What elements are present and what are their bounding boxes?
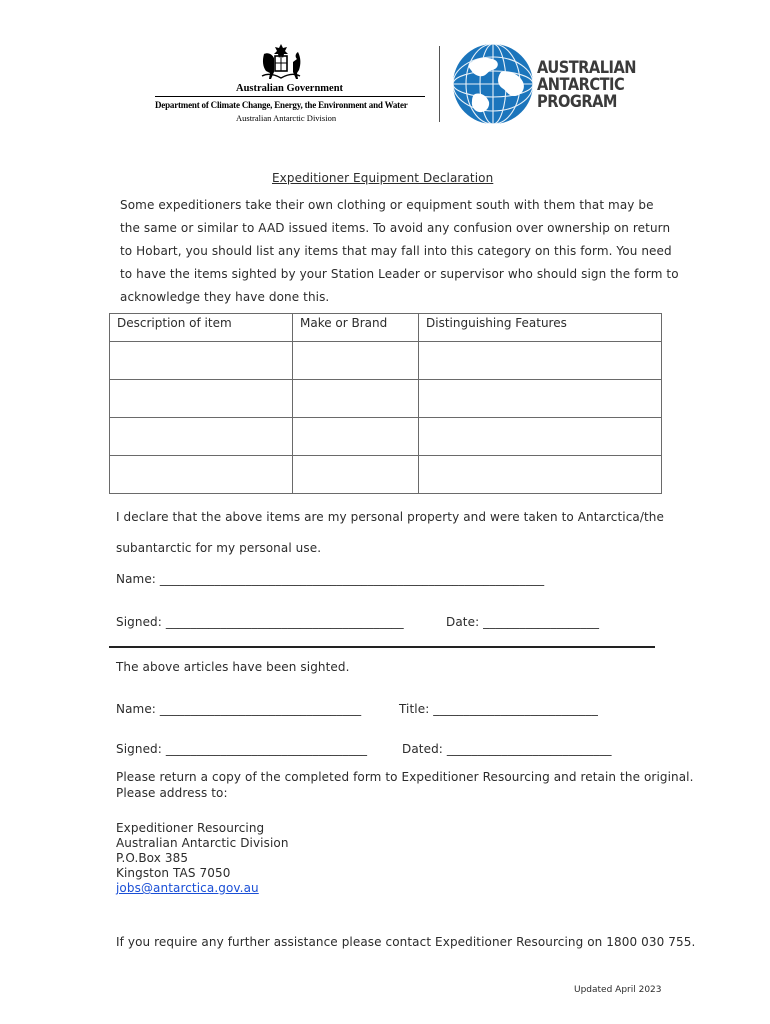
- supervisor-title-label: Title:: [399, 702, 434, 716]
- supervisor-dated-line[interactable]: ___________________________: [446, 742, 612, 756]
- items-table: [109, 313, 662, 494]
- assistance-note: If you require any further assistance please contact Expeditioner Resourcing on 1800 030 755.: [116, 935, 696, 949]
- updated-note: Updated April 2023: [574, 985, 662, 995]
- government-logo: [150, 40, 430, 124]
- department-name: Department of Climate Change, Energy, the Environment and Water: [155, 100, 408, 110]
- date-label: Date:: [446, 615, 484, 629]
- make-cell[interactable]: [293, 418, 419, 456]
- features-cell[interactable]: [419, 342, 662, 380]
- description-cell[interactable]: [110, 418, 293, 456]
- program-name-line1: AUSTRALIAN: [537, 58, 636, 78]
- address-line-3: P.O.Box 385: [116, 851, 189, 865]
- antarctic-program-logo: [451, 42, 641, 126]
- government-divider: [155, 96, 425, 97]
- section-divider: [109, 646, 655, 648]
- supervisor-title-line[interactable]: ___________________________: [433, 702, 598, 716]
- name-line[interactable]: _______________________________________________________________: [159, 572, 545, 586]
- intro-line-4: to have the items sighted by your Station Leader or supervisor who should sign the form to: [120, 267, 679, 281]
- features-cell[interactable]: [419, 418, 662, 456]
- date-field[interactable]: [446, 615, 599, 629]
- signed-field[interactable]: [116, 615, 404, 629]
- features-cell[interactable]: [419, 380, 662, 418]
- features-cell[interactable]: [419, 456, 662, 494]
- supervisor-name-line[interactable]: _________________________________: [159, 702, 362, 716]
- supervisor-dated-label: Dated:: [402, 742, 447, 756]
- column-header-description: Description of item: [110, 314, 293, 342]
- column-header-make: Make or Brand: [293, 314, 419, 342]
- make-cell[interactable]: [293, 456, 419, 494]
- return-instruction-line-1: Please return a copy of the completed form to Expeditioner Resourcing and retain the original.: [116, 770, 694, 784]
- return-instruction-line-2: Please address to:: [116, 786, 228, 800]
- description-cell[interactable]: [110, 456, 293, 494]
- signed-line[interactable]: _______________________________________: [165, 615, 404, 629]
- program-name-line2: ANTARCTIC: [537, 75, 625, 95]
- name-label: Name:: [116, 572, 160, 586]
- declaration-line-1: I declare that the above items are my personal property and were taken to Antarctica/the: [116, 510, 664, 524]
- intro-line-1: Some expeditioners take their own clothing or equipment south with them that may be: [120, 198, 654, 212]
- supervisor-signed-label: Signed:: [116, 742, 166, 756]
- intro-line-5: acknowledge they have done this.: [120, 290, 330, 304]
- table-header-row: [110, 314, 662, 342]
- address-line-2: Australian Antarctic Division: [116, 836, 289, 850]
- table-row: [110, 342, 662, 380]
- name-field[interactable]: [116, 572, 544, 586]
- description-cell[interactable]: [110, 380, 293, 418]
- table-row: [110, 456, 662, 494]
- coat-of-arms-icon: [258, 42, 304, 82]
- sighted-statement: The above articles have been sighted.: [116, 660, 350, 674]
- globe-icon: [451, 42, 535, 126]
- government-name: Australian Government: [236, 83, 344, 94]
- supervisor-title-field[interactable]: [399, 702, 598, 716]
- column-header-features: Distinguishing Features: [419, 314, 662, 342]
- signed-label: Signed:: [116, 615, 166, 629]
- email-link[interactable]: jobs@antarctica.gov.au: [116, 881, 259, 895]
- supervisor-signed-line[interactable]: _________________________________: [165, 742, 368, 756]
- make-cell[interactable]: [293, 380, 419, 418]
- make-cell[interactable]: [293, 342, 419, 380]
- intro-line-2: the same or similar to AAD issued items. To avoid any confusion over ownership on return: [120, 221, 671, 235]
- supervisor-name-field[interactable]: [116, 702, 361, 716]
- division-name: Australian Antarctic Division: [236, 113, 337, 123]
- table-row: [110, 418, 662, 456]
- date-line[interactable]: ___________________: [483, 615, 600, 629]
- intro-line-3: to Hobart, you should list any items that may fall into this category on this form. You need: [120, 244, 672, 258]
- description-cell[interactable]: [110, 342, 293, 380]
- address-line-4: Kingston TAS 7050: [116, 866, 231, 880]
- supervisor-dated-field[interactable]: [402, 742, 612, 756]
- supervisor-signed-field[interactable]: [116, 742, 367, 756]
- form-title: Expeditioner Equipment Declaration: [272, 171, 494, 185]
- header-divider: [439, 46, 440, 122]
- address-line-1: Expeditioner Resourcing: [116, 821, 265, 835]
- table-row: [110, 380, 662, 418]
- supervisor-name-label: Name:: [116, 702, 160, 716]
- program-name-line3: PROGRAM: [537, 92, 617, 112]
- declaration-line-2: subantarctic for my personal use.: [116, 541, 322, 555]
